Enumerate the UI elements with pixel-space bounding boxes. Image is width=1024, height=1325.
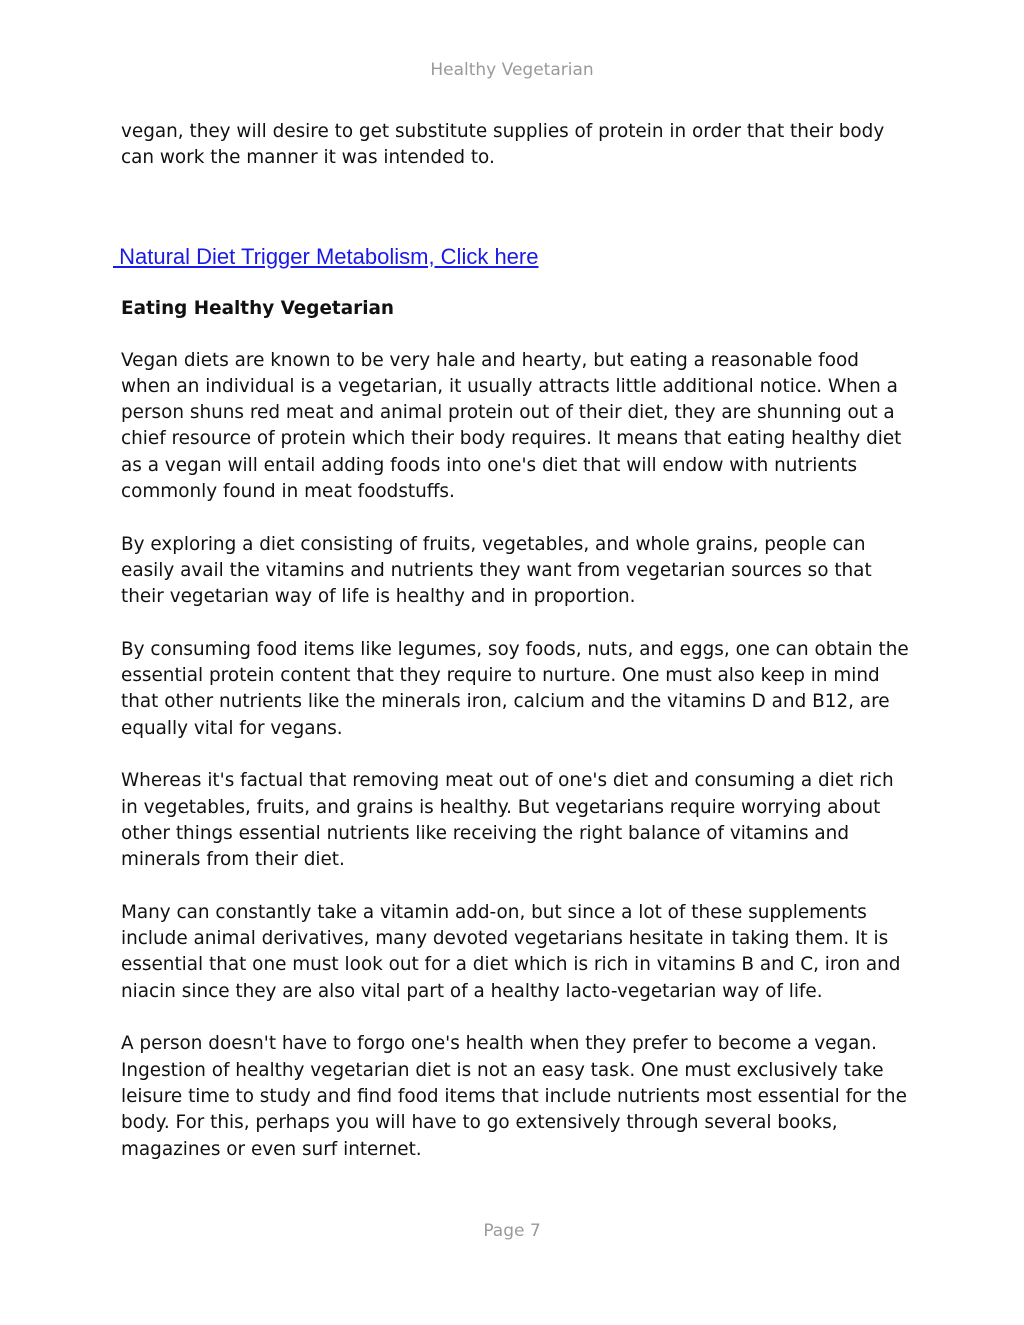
body-paragraph: By exploring a diet consisting of fruits, vegetables, and whole grains, people can easily avail the vitamins and nutrients they want from vegetarian sources so that their vegetarian way of life is healthy and in proportion.: [121, 533, 872, 608]
body-paragraph: Many can constantly take a vitamin add-on, but since a lot of these supplements include animal derivatives, many devoted vegetarians hesitate in taking them. It is essential that one must look out for a diet which is rich in vitamins B and C, iron and niacin since they are also vital part of a healthy lacto-vegetarian way of life.: [121, 901, 901, 1002]
body-paragraph: A person doesn't have to forgo one's health when they prefer to become a vegan. Ingestion of healthy vegetarian diet is not an easy task. One must exclusively take leisure time to study and find food items that include nutrients most essential for the body. For this, perhaps you will have to go extensively through several books, magazines or even surf internet.: [121, 1033, 907, 1160]
page-header: Healthy Vegetarian: [430, 60, 594, 80]
promo-link[interactable]: Natural Diet Trigger Metabolism, Click here: [113, 243, 539, 269]
document-body: [113, 119, 911, 1189]
section-heading: Eating Healthy Vegetarian: [121, 297, 394, 319]
page-number: Page 7: [483, 1221, 541, 1241]
promo-link-row: [113, 244, 911, 274]
intro-paragraph: vegan, they will desire to get substitute supplies of protein in order that their body can work the manner it was intended to.: [121, 121, 885, 169]
body-paragraph: By consuming food items like legumes, soy foods, nuts, and eggs, one can obtain the essential protein content that they require to nurture. One must also keep in mind that other nutrients like the minerals iron, calcium and the vitamins D and B12, are equally vital for vegans.: [121, 638, 909, 739]
body-paragraph: Vegan diets are known to be very hale and hearty, but eating a reasonable food when an individual is a vegetarian, it usually attracts little additional notice. When a person shuns red meat and animal protein out of their diet, they are shunning out a chief resource of protein which their body requires. It means that eating healthy diet as a vegan will entail adding foods into one's diet that will endow with nutrients commonly found in meat foodstuffs.: [121, 349, 902, 503]
body-paragraph: Whereas it's factual that removing meat out of one's diet and consuming a diet rich in vegetables, fruits, and grains is healthy. But vegetarians require worrying about other things essential nutrients like receiving the right balance of vitamins and minerals from their diet.: [121, 770, 894, 871]
